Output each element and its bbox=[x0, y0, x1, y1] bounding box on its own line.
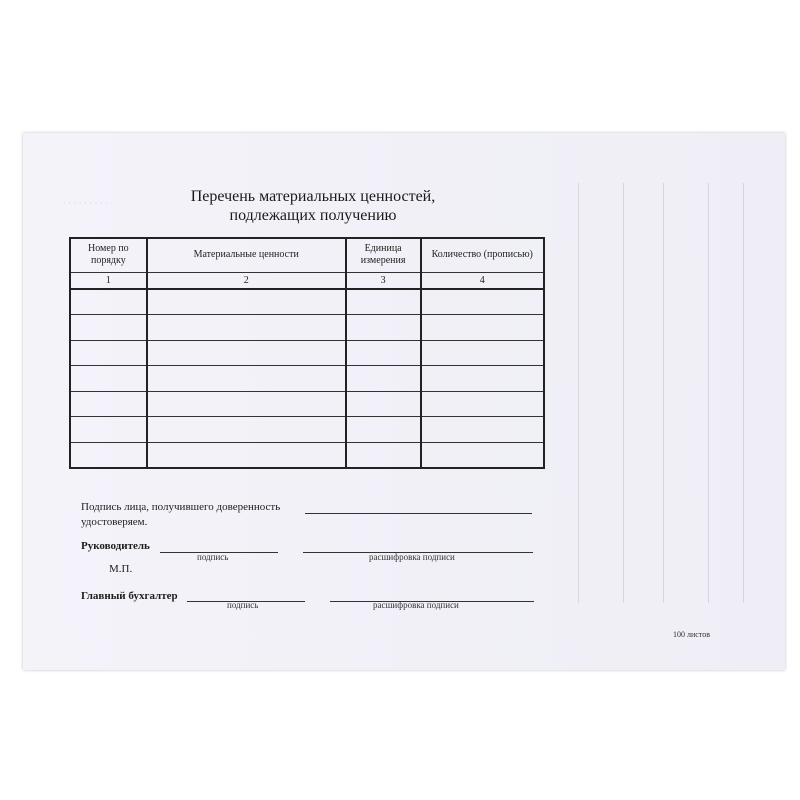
recipient-signature-line[interactable] bbox=[305, 513, 532, 514]
column-number: 2 bbox=[147, 272, 346, 288]
table-row bbox=[70, 417, 544, 442]
table-row bbox=[70, 391, 544, 416]
manager-label: Руководитель bbox=[81, 540, 150, 552]
table-row bbox=[70, 315, 544, 340]
table-row bbox=[70, 340, 544, 365]
accountant-decryption-caption: расшифровка подписи bbox=[373, 600, 459, 610]
manager-decryption-caption: расшифровка подписи bbox=[369, 552, 455, 562]
chief-accountant-label: Главный бухгалтер bbox=[81, 590, 178, 602]
certify-label: удостоверяем. bbox=[81, 516, 148, 528]
table-header-row bbox=[70, 238, 544, 272]
materials-table bbox=[69, 237, 545, 469]
accountant-signature-caption: подпись bbox=[227, 600, 259, 610]
column-number: 3 bbox=[346, 272, 421, 288]
header-materials: Материальные ценности bbox=[147, 238, 346, 272]
header-unit: Единица измерения bbox=[346, 238, 421, 272]
recipient-signature-label: Подпись лица, получившего доверенность bbox=[81, 501, 281, 513]
bleed-through-form bbox=[568, 183, 768, 603]
table-row bbox=[70, 442, 544, 468]
bleed-through-text: · · · · · · · · · bbox=[63, 198, 108, 208]
manager-signature-caption: подпись bbox=[197, 552, 229, 562]
header-quantity: Количество (прописью) bbox=[421, 238, 545, 272]
table-row bbox=[70, 366, 544, 391]
title-line-1: Перечень материальных ценностей, bbox=[190, 188, 436, 205]
sheet-count: 100 листов bbox=[673, 630, 710, 639]
title-line-2: подлежащих получению bbox=[229, 207, 397, 224]
column-number: 1 bbox=[70, 272, 147, 288]
table-row bbox=[70, 289, 544, 315]
header-number: Номер по порядку bbox=[70, 238, 147, 272]
document-sheet bbox=[23, 133, 785, 670]
document-title bbox=[153, 187, 473, 225]
column-number-row bbox=[70, 272, 544, 288]
column-number: 4 bbox=[421, 272, 545, 288]
stamp-label: М.П. bbox=[109, 563, 133, 575]
